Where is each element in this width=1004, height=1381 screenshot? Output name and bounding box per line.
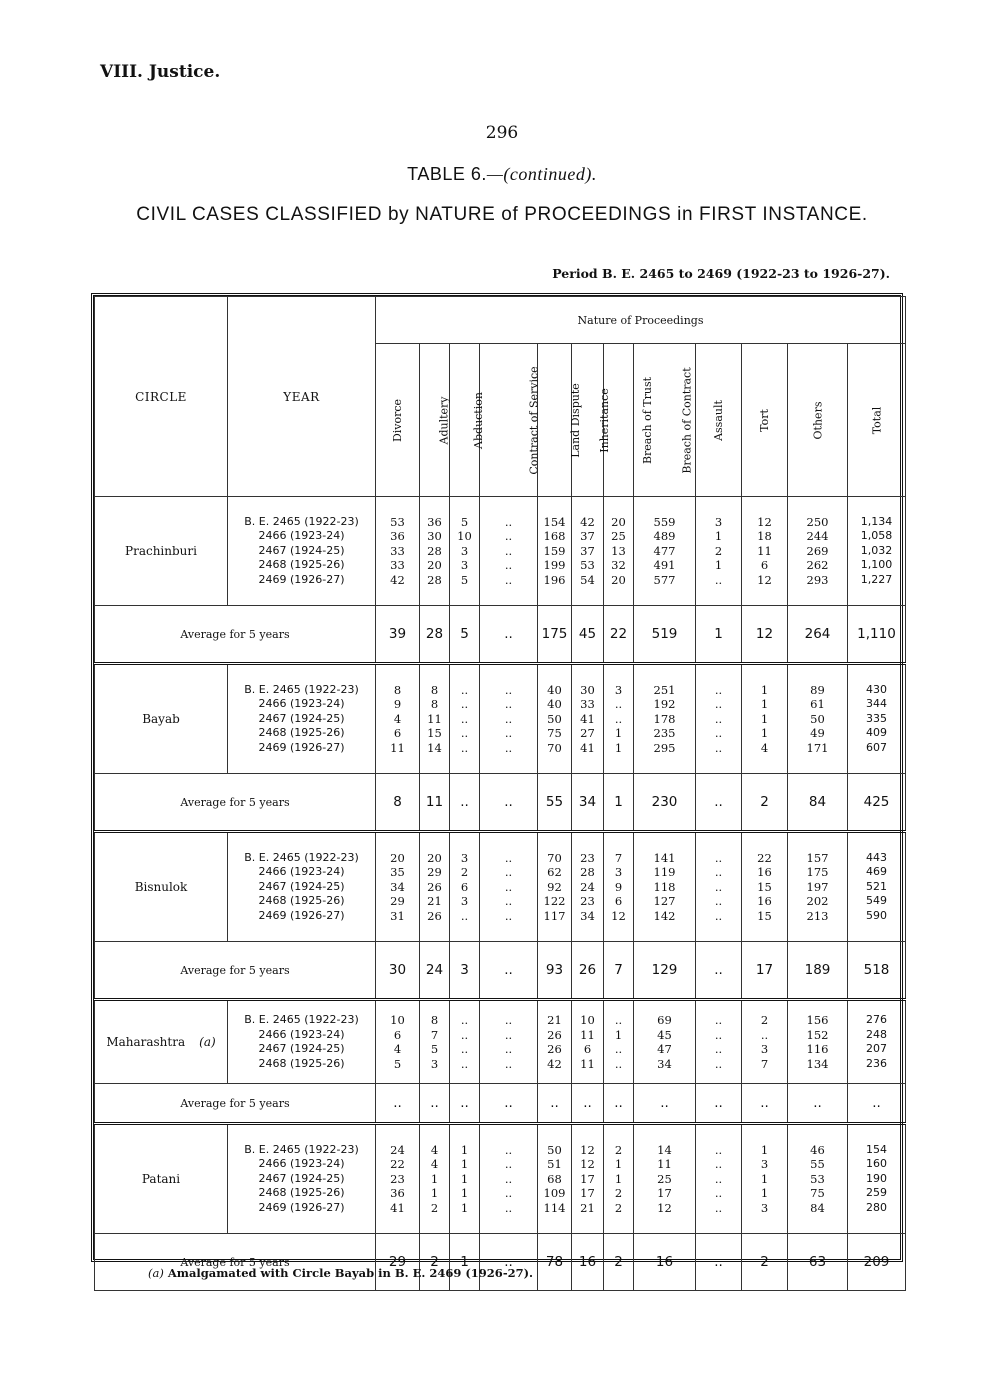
column-header-label: Inheritance (597, 388, 611, 453)
circle-data-row (95, 1000, 906, 1084)
average-label: Average for 5 years (95, 1234, 376, 1291)
average-label: Average for 5 years (95, 606, 376, 664)
average-value: .. (696, 774, 742, 832)
average-value: 230 (634, 774, 696, 832)
average-value: 17 (742, 942, 788, 1000)
value-column: .. .. .. .. .. (480, 832, 538, 942)
circle-data-row (95, 832, 906, 942)
value-column: 42 37 37 53 54 (572, 497, 604, 606)
page-number: 296 (485, 123, 519, 143)
column-header (742, 344, 788, 497)
average-label: Average for 5 years (95, 942, 376, 1000)
value-column: .. .. .. .. .. (480, 1124, 538, 1234)
average-value: .. (480, 942, 538, 1000)
section-heading: VIII. Justice. (100, 62, 221, 82)
value-column: .. .. .. .. .. (480, 664, 538, 774)
circle-name-cell (95, 497, 228, 606)
circle-name-cell (95, 1124, 228, 1234)
value-column: 559 489 477 491 577 (634, 497, 696, 606)
average-value: 12 (742, 606, 788, 664)
value-column: 141 119 118 127 142 (634, 832, 696, 942)
circle-name: Bayab (142, 712, 180, 726)
average-value: 78 (538, 1234, 572, 1291)
average-value: 129 (634, 942, 696, 1000)
value-column: 24 22 23 36 41 (376, 1124, 420, 1234)
value-column: 3 .. .. 1 1 (604, 664, 634, 774)
average-value: 175 (538, 606, 572, 664)
value-column: 2 1 1 2 2 (604, 1124, 634, 1234)
value-column: 69 45 47 34 (634, 1000, 696, 1084)
value-column: 14 11 25 17 12 (634, 1124, 696, 1234)
column-header (538, 344, 582, 497)
average-value: .. (696, 1084, 742, 1124)
value-column: 46 55 53 75 84 (788, 1124, 848, 1234)
value-column: 89 61 50 49 171 (788, 664, 848, 774)
value-column: .. .. .. .. .. (480, 497, 538, 606)
total-values: 1,134 1,058 1,032 1,100 1,227 (848, 497, 906, 606)
column-header (480, 344, 541, 497)
table-continued: —(continued). (486, 164, 597, 184)
value-column: 12 18 11 6 12 (742, 497, 788, 606)
average-value: 8 (376, 774, 420, 832)
average-value: 2 (604, 1234, 634, 1291)
cases-table (94, 296, 906, 1291)
value-column: 53 36 33 33 42 (376, 497, 420, 606)
column-header-label: Total (869, 406, 883, 435)
total-values: 154 160 190 259 280 (848, 1124, 906, 1234)
total-values: 443 469 521 549 590 (848, 832, 906, 942)
average-value: .. (696, 1234, 742, 1291)
value-column: .. .. .. .. (450, 1000, 480, 1084)
average-value: .. (480, 774, 538, 832)
average-value: 1 (450, 1234, 480, 1291)
average-value: .. (480, 1234, 538, 1291)
average-value: 2 (742, 1234, 788, 1291)
total-values: 430 344 335 409 607 (848, 664, 906, 774)
year-list: B. E. 2465 (1922-23) 2466 (1923-24) 2467 (1924-25) 2468 (1925-26) 2469 (1926-27) (228, 664, 376, 774)
value-column: 20 35 34 29 31 (376, 832, 420, 942)
column-header (376, 344, 420, 497)
average-value: 2 (742, 774, 788, 832)
value-column: 10 11 6 11 (572, 1000, 604, 1084)
column-header-label: Tort (757, 409, 771, 432)
value-column: .. .. .. .. .. (450, 664, 480, 774)
average-label: Average for 5 years (95, 1084, 376, 1124)
value-column: 4 4 1 1 2 (420, 1124, 450, 1234)
value-column: 20 29 26 21 26 (420, 832, 450, 942)
circle-note: (a) (199, 1035, 216, 1049)
average-value: 84 (788, 774, 848, 832)
header-circle: CIRCLE (95, 297, 228, 497)
column-header-label: Adultery (437, 396, 451, 445)
circle-name-cell (95, 664, 228, 774)
circle-name: Maharashtra (106, 1035, 186, 1049)
average-value: 1,110 (848, 606, 906, 664)
value-column: 154 168 159 199 196 (538, 497, 572, 606)
average-value: .. (696, 942, 742, 1000)
value-column: 1 3 1 1 3 (742, 1124, 788, 1234)
value-column: 3 2 6 3 .. (450, 832, 480, 942)
column-header (420, 344, 450, 497)
average-value: 28 (420, 606, 450, 664)
circle-name: Bisnulok (134, 880, 188, 894)
value-column: .. .. .. .. .. (696, 832, 742, 942)
footnote (148, 1266, 533, 1280)
average-value: 55 (538, 774, 572, 832)
value-column: 21 26 26 42 (538, 1000, 572, 1084)
year-list: B. E. 2465 (1922-23) 2466 (1923-24) 2467 (1924-25) 2468 (1925-26) 2469 (1926-27) (228, 1124, 376, 1234)
cases-table-frame (91, 293, 903, 1270)
value-column: 30 33 41 27 41 (572, 664, 604, 774)
circle-name-cell (95, 1000, 228, 1084)
average-value: .. (420, 1084, 450, 1124)
year-list: B. E. 2465 (1922-23) 2466 (1923-24) 2467 (1924-25) 2468 (1925-26) 2469 (1926-27) (228, 497, 376, 606)
total-values: 276 248 207 236 (848, 1000, 906, 1084)
value-column: 250 244 269 262 293 (788, 497, 848, 606)
average-value: .. (450, 774, 480, 832)
footnote-mark: (a) (148, 1266, 164, 1280)
average-value: 30 (376, 942, 420, 1000)
value-column: 8 7 5 3 (420, 1000, 450, 1084)
average-value: 425 (848, 774, 906, 832)
column-header-label: Contract of Service (527, 366, 541, 475)
column-header-label: Others (811, 401, 824, 440)
column-header-label: Breach of Contract (680, 367, 694, 474)
value-column: 8 8 11 15 14 (420, 664, 450, 774)
average-row (95, 1084, 906, 1124)
average-value: 1 (696, 606, 742, 664)
value-column: 251 192 178 235 295 (634, 664, 696, 774)
column-header-label: Divorce (391, 398, 405, 443)
average-value: 22 (604, 606, 634, 664)
average-value: .. (538, 1084, 572, 1124)
header-year: YEAR (228, 297, 376, 497)
value-column: 7 3 9 6 12 (604, 832, 634, 942)
value-column: 23 28 24 23 34 (572, 832, 604, 942)
average-row (95, 942, 906, 1000)
average-value: 26 (572, 942, 604, 1000)
column-header-label: Assault (711, 400, 725, 441)
average-value: 7 (604, 942, 634, 1000)
average-value: 209 (848, 1234, 906, 1291)
value-column: .. 1 .. .. (604, 1000, 634, 1084)
footnote-text: Amalgamated with Circle Bayab in B. E. 2469 (1926-27). (167, 1266, 534, 1280)
value-column: 157 175 197 202 213 (788, 832, 848, 942)
value-column: 10 6 4 5 (376, 1000, 420, 1084)
average-value: 45 (572, 606, 604, 664)
value-column: .. .. .. .. (696, 1000, 742, 1084)
table-title: CIVIL CASES CLASSIFIED by NATURE of PROCEEDINGS in FIRST INSTANCE. (136, 204, 868, 225)
value-column: 50 51 68 109 114 (538, 1124, 572, 1234)
value-column: 156 152 116 134 (788, 1000, 848, 1084)
period-label: Period B. E. 2465 to 2469 (1922-23 to 1926-27). (552, 266, 890, 281)
circle-data-row (95, 1124, 906, 1234)
year-list: B. E. 2465 (1922-23) 2466 (1923-24) 2467 (1924-25) 2468 (1925-26) 2469 (1926-27) (228, 832, 376, 942)
value-column: 8 9 4 6 11 (376, 664, 420, 774)
column-header (696, 344, 742, 497)
average-label: Average for 5 years (95, 774, 376, 832)
value-column: .. .. .. .. (480, 1000, 538, 1084)
circle-data-row (95, 497, 906, 606)
average-value: 11 (420, 774, 450, 832)
average-value: 1 (604, 774, 634, 832)
average-row (95, 774, 906, 832)
average-value: 16 (634, 1234, 696, 1291)
circle-name: Patani (141, 1172, 181, 1186)
average-value: 93 (538, 942, 572, 1000)
average-value: .. (848, 1084, 906, 1124)
average-value: 16 (572, 1234, 604, 1291)
value-column: 36 30 28 20 28 (420, 497, 450, 606)
year-list: B. E. 2465 (1922-23) 2466 (1923-24) 2467 (1924-25) 2468 (1925-26) (228, 1000, 376, 1084)
average-value: .. (788, 1084, 848, 1124)
column-header-label: Land Dispute (568, 383, 582, 458)
average-row (95, 1234, 906, 1291)
value-column: 70 62 92 122 117 (538, 832, 572, 942)
average-value: 518 (848, 942, 906, 1000)
average-value: 3 (450, 942, 480, 1000)
column-header (788, 344, 848, 497)
circle-name-cell (95, 832, 228, 942)
column-header (450, 344, 485, 497)
value-column: 5 10 3 3 5 (450, 497, 480, 606)
average-value: 24 (420, 942, 450, 1000)
column-header-label: Abduction (471, 392, 485, 449)
average-value: 39 (376, 606, 420, 664)
value-column: 2 .. 3 7 (742, 1000, 788, 1084)
value-column: 40 40 50 75 70 (538, 664, 572, 774)
average-value: 5 (450, 606, 480, 664)
average-value: 2 (420, 1234, 450, 1291)
average-value: 519 (634, 606, 696, 664)
average-value: 264 (788, 606, 848, 664)
table-number: TABLE 6. (407, 164, 487, 184)
value-column: 1 1 1 1 1 (450, 1124, 480, 1234)
average-value: 34 (572, 774, 604, 832)
average-value: .. (480, 1084, 538, 1124)
header-nature-of-proceedings: Nature of Proceedings (376, 297, 906, 344)
average-value: .. (634, 1084, 696, 1124)
average-value: .. (572, 1084, 604, 1124)
average-value: 189 (788, 942, 848, 1000)
value-column: 22 16 15 16 15 (742, 832, 788, 942)
table-label (0, 164, 1004, 185)
value-column: 20 25 13 32 20 (604, 497, 634, 606)
average-value: 63 (788, 1234, 848, 1291)
average-value: .. (604, 1084, 634, 1124)
average-value: 29 (376, 1234, 420, 1291)
value-column: 12 12 17 17 21 (572, 1124, 604, 1234)
average-value: .. (376, 1084, 420, 1124)
column-header (848, 344, 906, 497)
column-header-label: Breach of Trust (641, 376, 655, 465)
value-column: .. .. .. .. .. (696, 1124, 742, 1234)
value-column: 3 1 2 1 .. (696, 497, 742, 606)
value-column: 1 1 1 1 4 (742, 664, 788, 774)
average-value: .. (450, 1084, 480, 1124)
circle-data-row (95, 664, 906, 774)
value-column: .. .. .. .. .. (696, 664, 742, 774)
average-value: .. (742, 1084, 788, 1124)
average-row (95, 606, 906, 664)
average-value: .. (480, 606, 538, 664)
circle-name: Prachinburi (125, 544, 197, 558)
